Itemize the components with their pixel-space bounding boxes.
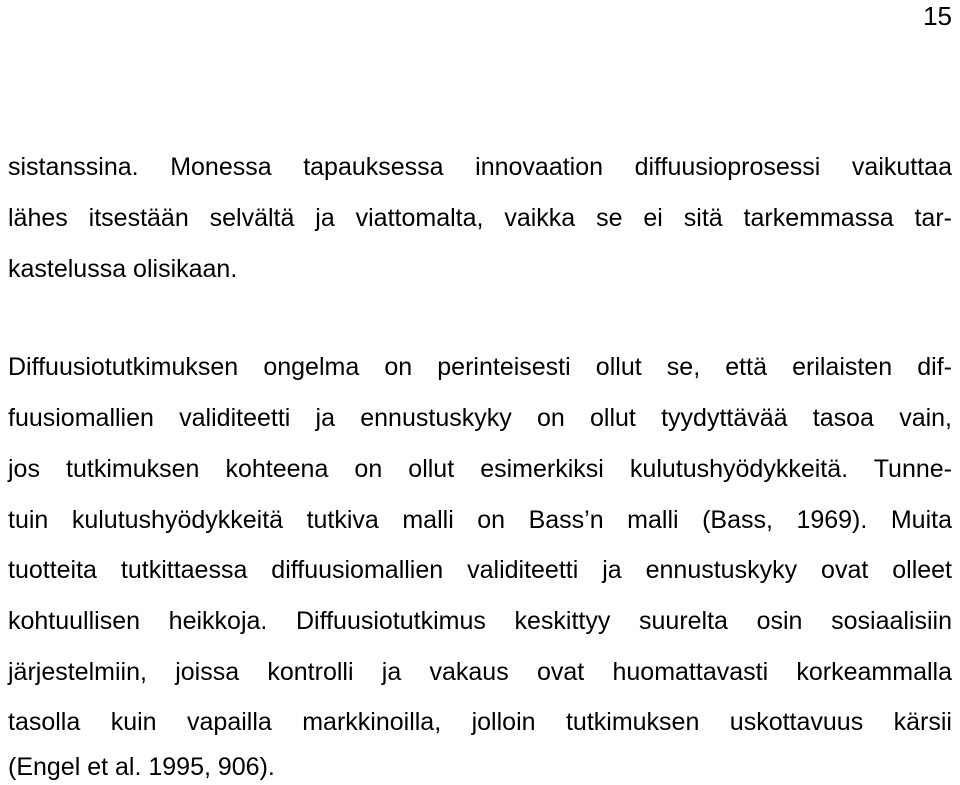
paragraph-line: tuotteita tutkittaessa diffuusiomallien validiteetti ja ennustuskyky ovat olleet xyxy=(8,556,952,584)
paragraph-line: kastelussa olisikaan. xyxy=(8,255,238,283)
paragraph-line: lähes itsestään selvältä ja viattomalta, vaikka se ei sitä tarkemmassa tar- xyxy=(8,204,952,232)
paragraph-line: jos tutkimuksen kohteena on ollut esimerkiksi kulutushyödykkeitä. Tunne- xyxy=(8,455,952,483)
paragraph-line: Diffuusiotutkimuksen ongelma on perinteisesti ollut se, että erilaisten dif- xyxy=(8,353,952,381)
paragraph-line: tasolla kuin vapailla markkinoilla, jolloin tutkimuksen uskottavuus kärsii xyxy=(8,708,952,736)
paragraph-line: sistanssina. Monessa tapauksessa innovaation diffuusioprosessi vaikuttaa xyxy=(8,153,952,181)
paragraph-line: (Engel et al. 1995, 906). xyxy=(8,753,275,781)
paragraph-line: tuin kulutushyödykkeitä tutkiva malli on Bass’n malli (Bass, 1969). Muita xyxy=(8,506,952,534)
page-number: 15 xyxy=(923,1,952,31)
paragraph-line: kohtuullisen heikkoja. Diffuusiotutkimus keskittyy suurelta osin sosiaalisiin xyxy=(8,607,952,635)
paragraph-line: järjestelmiin, joissa kontrolli ja vakaus ovat huomattavasti korkeammalla xyxy=(8,658,952,686)
paragraph-line: fuusiomallien validiteetti ja ennustuskyky on ollut tyydyttävää tasoa vain, xyxy=(8,404,952,432)
